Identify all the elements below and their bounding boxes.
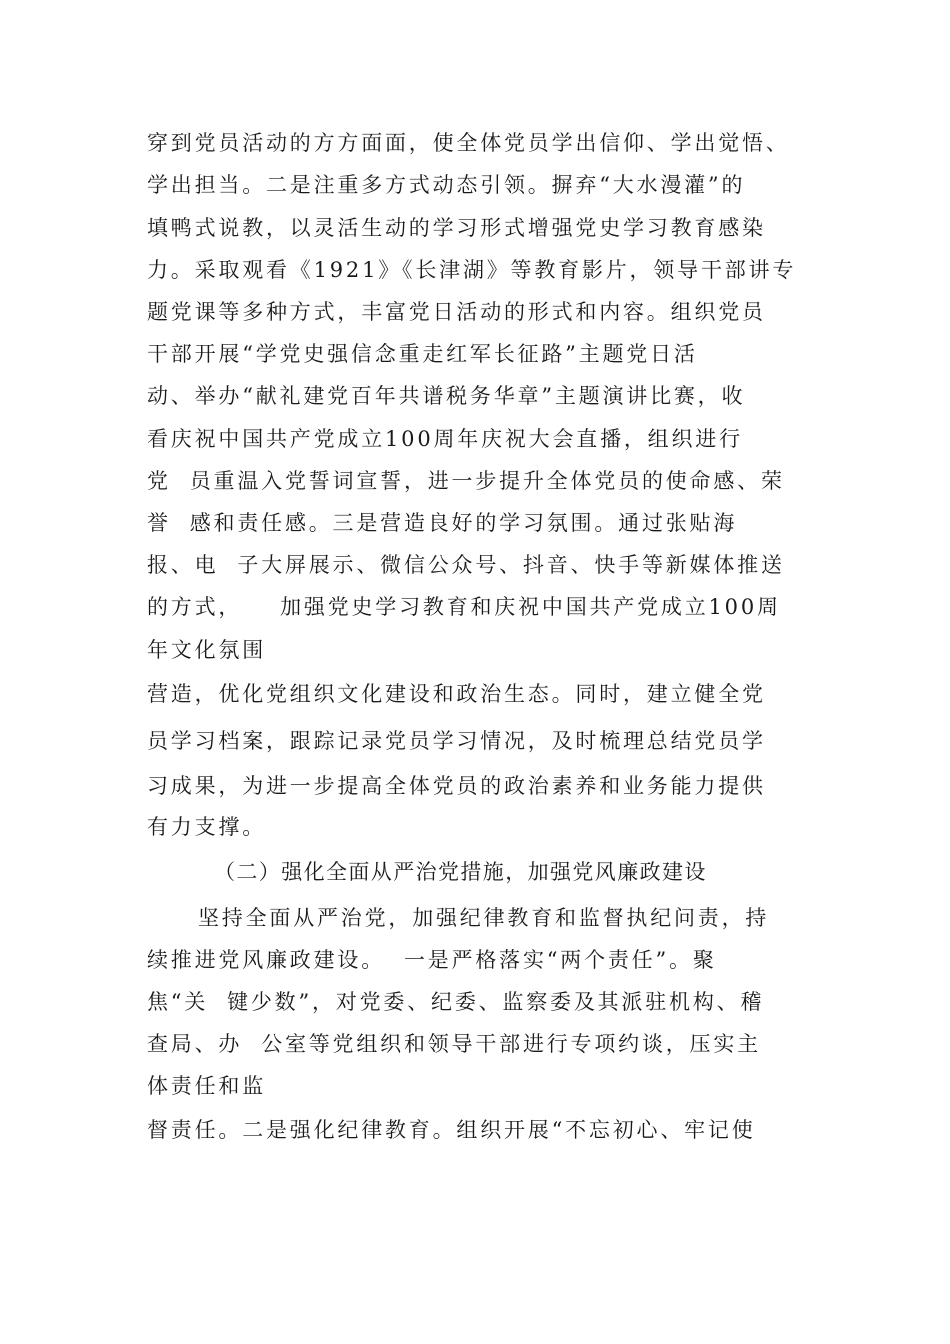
paragraph-line: 力。采取观看《1921》《长津湖》等教育影片，领导干部讲专: [147, 258, 797, 282]
paragraph-line: 题党课等多种方式，丰富党日活动的形式和内容。组织党员: [147, 300, 766, 324]
paragraph-line: 营造，优化党组织文化建设和政治生态。同时，建立健全党: [147, 682, 766, 706]
section-heading: （二）强化全面从严治党措施，加强党风廉政建设: [214, 860, 707, 884]
paragraph-line: 学出担当。二是注重多方式动态引领。摒弃“大水漫灌”的: [147, 173, 746, 197]
paragraph-line: 的方式， 加强党史学习教育和庆祝中国共产党成立100周: [147, 595, 781, 619]
paragraph-line: 报、电 子大屏展示、微信公众号、抖音、快手等新媒体推送: [147, 553, 785, 577]
paragraph-line: 干部开展“学党史强信念重走红军长征路”主题党日活: [147, 342, 698, 366]
paragraph-line: 查局、办 公室等党组织和领导干部进行专项约谈，压实主: [147, 1032, 761, 1056]
paragraph-line: 督责任。二是强化纪律教育。组织开展“不忘初心、牢记使: [147, 1118, 756, 1142]
paragraph-line: 员学习档案，跟踪记录党员学习情况，及时梳理总结党员学: [147, 729, 766, 753]
paragraph-line: 动、举办“献礼建党百年共谱税务华章”主题演讲比赛，收: [147, 384, 746, 408]
paragraph-line: 填鸭式说教，以灵活生动的学习形式增强党史学习教育感染: [147, 216, 766, 240]
paragraph-line: 续推进党风廉政建设。 一是严格落实“两个责任”。聚: [147, 948, 717, 972]
paragraph-line: 有力支撑。: [147, 815, 266, 839]
paragraph-line: 党 员重温入党誓词宣誓，进一步提升全体党员的使命感、荣: [147, 469, 785, 493]
paragraph-line: 看庆祝中国共产党成立100周年庆祝大会直播，组织进行: [147, 427, 743, 451]
paragraph-line: 体责任和监: [147, 1074, 266, 1098]
paragraph-line: 穿到党员活动的方方面面，使全体党员学出信仰、学出觉悟、: [147, 131, 790, 155]
paragraph-line: 誉 感和责任感。三是营造良好的学习氛围。通过张贴海: [147, 511, 738, 535]
paragraph-line: 习成果，为进一步提高全体党员的政治素养和业务能力提供: [147, 774, 766, 798]
paragraph-line: 年文化氛围: [147, 638, 266, 662]
paragraph-line: 坚持全面从严治党，加强纪律教育和监督执纪问责，持: [198, 906, 770, 930]
paragraph-line: 焦“关 键少数”，对党委、纪委、监察委及其派驻机构、稽: [147, 990, 765, 1014]
